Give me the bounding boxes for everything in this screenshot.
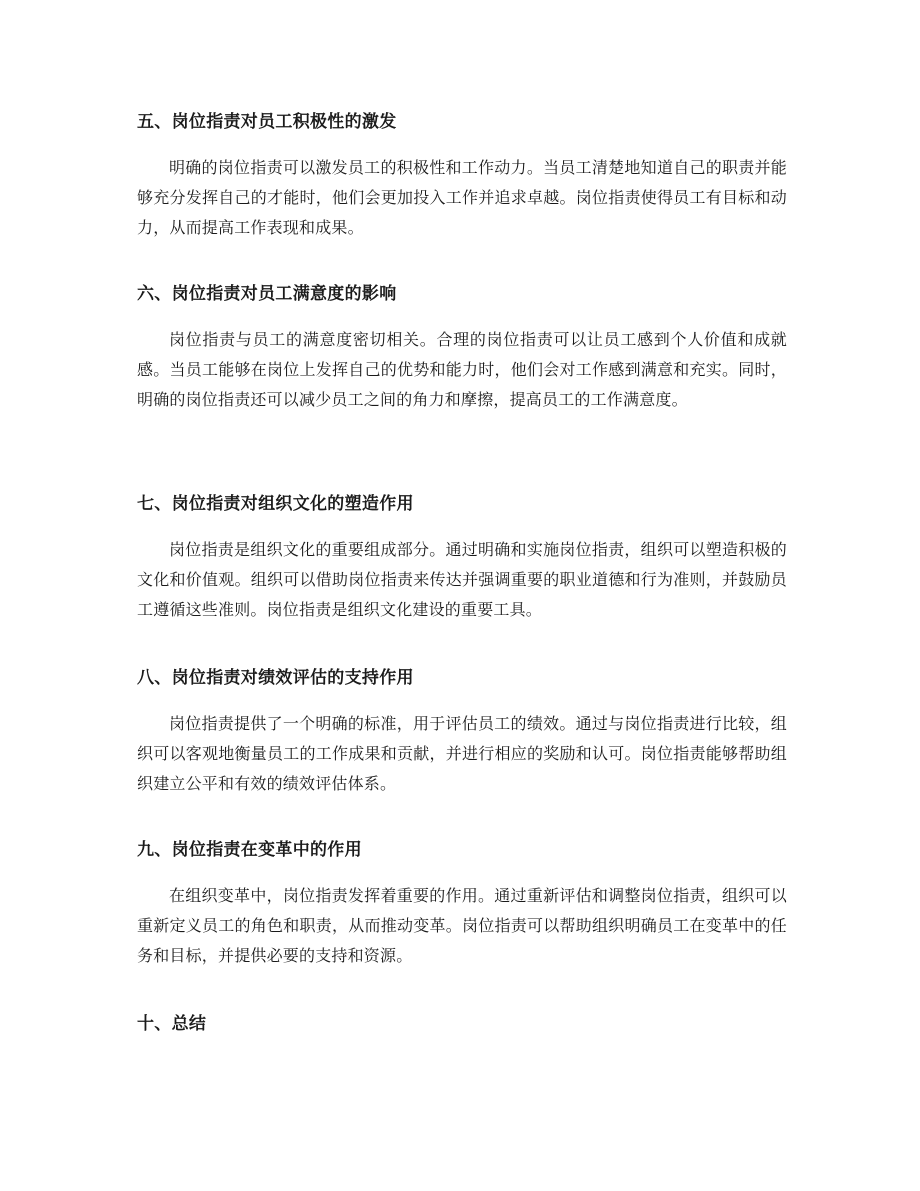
section-6	[137, 280, 787, 441]
section-heading: 五、岗位指责对员工积极性的激发	[137, 112, 397, 132]
section-10	[137, 1010, 787, 1055]
section-paragraph: 岗位指责是组织文化的重要组成部分。通过明确和实施岗位指责，组织可以塑造积极的文化和价值观。组织可以借助岗位指责来传达并强调重要的职业道德和行为准则，并鼓励员工遵循这些准则。岗位指责是组织文化建设的重要工具。	[137, 540, 787, 619]
section-paragraph: 在组织变革中，岗位指责发挥着重要的作用。通过重新评估和调整岗位指责，组织可以重新定义员工的角色和职责，从而推动变革。岗位指责可以帮助组织明确员工在变革中的任务和目标，并提供必要的支持和资源。	[137, 886, 787, 965]
section-7	[137, 490, 787, 651]
section-heading: 十、总结	[137, 1014, 207, 1034]
section-heading: 六、岗位指责对员工满意度的影响	[137, 284, 397, 304]
section-paragraph: 岗位指责与员工的满意度密切相关。合理的岗位指责可以让员工感到个人价值和成就感。当员工能够在岗位上发挥自己的优势和能力时，他们会对工作感到满意和充实。同时，明确的岗位指责还可以减少员工之间的角力和摩擦，提高员工的工作满意度。	[137, 330, 787, 409]
section-8	[137, 664, 787, 825]
section-heading: 七、岗位指责对组织文化的塑造作用	[137, 494, 414, 514]
section-heading: 九、岗位指责在变革中的作用	[137, 840, 362, 860]
section-paragraph: 岗位指责提供了一个明确的标准，用于评估员工的绩效。通过与岗位指责进行比较，组织可以客观地衡量员工的工作成果和贡献，并进行相应的奖励和认可。岗位指责能够帮助组织建立公平和有效的绩效评估体系。	[137, 714, 787, 793]
section-heading: 八、岗位指责对绩效评估的支持作用	[137, 668, 414, 688]
section-9	[137, 836, 787, 997]
section-5	[137, 108, 787, 269]
section-paragraph: 明确的岗位指责可以激发员工的积极性和工作动力。当员工清楚地知道自己的职责并能够充分发挥自己的才能时，他们会更加投入工作并追求卓越。岗位指责使得员工有目标和动力，从而提高工作表现和成果。	[137, 158, 787, 237]
